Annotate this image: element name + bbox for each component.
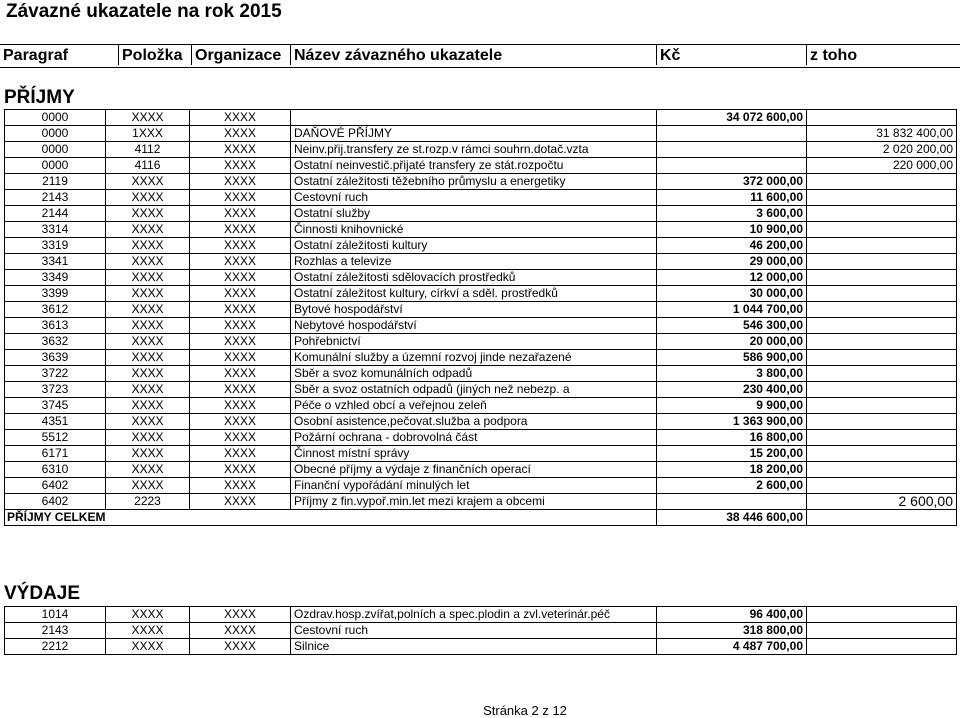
- cell-nazev: Silnice: [291, 639, 657, 655]
- table-row: [5, 174, 957, 190]
- cell-polozka: 4116: [106, 158, 190, 174]
- cell-z-toho: 2 600,00: [807, 494, 957, 510]
- cell-paragraf: 3612: [5, 302, 106, 318]
- cell-polozka: XXXX: [106, 350, 190, 366]
- cell-nazev: Příjmy z fin.vypoř.min.let mezi krajem a obcemi: [291, 494, 657, 510]
- cell-paragraf: 3632: [5, 334, 106, 350]
- cell-organizace: XXXX: [190, 639, 291, 655]
- cell-nazev: Péče o vzhled obcí a veřejnou zeleň: [291, 398, 657, 414]
- cell-kc: 546 300,00: [657, 318, 807, 334]
- prijmy-total-row: [5, 510, 957, 526]
- cell-polozka: XXXX: [106, 398, 190, 414]
- cell-nazev: Ostatní služby: [291, 206, 657, 222]
- cell-kc: 29 000,00: [657, 254, 807, 270]
- table-row: [5, 478, 957, 494]
- cell-polozka: XXXX: [106, 254, 190, 270]
- cell-z-toho: [807, 206, 957, 222]
- cell-nazev: Cestovní ruch: [291, 190, 657, 206]
- cell-organizace: XXXX: [190, 222, 291, 238]
- prijmy-total-label: PŘÍJMY CELKEM: [5, 510, 657, 526]
- cell-paragraf: 3745: [5, 398, 106, 414]
- cell-kc: 2 600,00: [657, 478, 807, 494]
- cell-paragraf: 3723: [5, 382, 106, 398]
- cell-kc: [657, 494, 807, 510]
- cell-nazev: Sběr a svoz ostatních odpadů (jiných než nebezp. a: [291, 382, 657, 398]
- cell-polozka: XXXX: [106, 334, 190, 350]
- column-header-row: [0, 44, 960, 68]
- table-row: [5, 158, 957, 174]
- cell-paragraf: 0000: [5, 142, 106, 158]
- cell-organizace: XXXX: [190, 286, 291, 302]
- cell-kc: 3 800,00: [657, 366, 807, 382]
- cell-z-toho: [807, 286, 957, 302]
- cell-organizace: XXXX: [190, 414, 291, 430]
- cell-nazev: Požární ochrana - dobrovolná část: [291, 430, 657, 446]
- cell-kc: 9 900,00: [657, 398, 807, 414]
- table-row: [5, 334, 957, 350]
- cell-polozka: XXXX: [106, 286, 190, 302]
- cell-paragraf: 6310: [5, 462, 106, 478]
- cell-organizace: XXXX: [190, 318, 291, 334]
- page-number: Stránka 2 z 12: [483, 703, 567, 718]
- cell-z-toho: [807, 318, 957, 334]
- cell-nazev: Sběr a svoz komunálních odpadů: [291, 366, 657, 382]
- cell-z-toho: [807, 382, 957, 398]
- cell-paragraf: 0000: [5, 110, 106, 126]
- cell-nazev: Ostatní neinvestič.přijaté transfery ze stát.rozpočtu: [291, 158, 657, 174]
- cell-organizace: XXXX: [190, 158, 291, 174]
- cell-polozka: XXXX: [106, 206, 190, 222]
- table-row: [5, 398, 957, 414]
- cell-z-toho: [807, 350, 957, 366]
- table-row: [5, 142, 957, 158]
- cell-paragraf: 2143: [5, 623, 106, 639]
- cell-nazev: Ostatní záležitosti sdělovacích prostředků: [291, 270, 657, 286]
- cell-nazev: Neinv.přij.transfery ze st.rozp.v rámci souhrn.dotač.vzta: [291, 142, 657, 158]
- cell-paragraf: 2143: [5, 190, 106, 206]
- table-row: [5, 366, 957, 382]
- cell-z-toho: [807, 623, 957, 639]
- cell-paragraf: 2144: [5, 206, 106, 222]
- cell-nazev: DAŇOVÉ PŘÍJMY: [291, 126, 657, 142]
- cell-polozka: XXXX: [106, 190, 190, 206]
- cell-kc: 30 000,00: [657, 286, 807, 302]
- cell-organizace: XXXX: [190, 254, 291, 270]
- cell-polozka: XXXX: [106, 623, 190, 639]
- cell-nazev: Ozdrav.hosp.zvířat,polních a spec.plodin a zvl.veterinár.péč: [291, 607, 657, 623]
- cell-z-toho: [807, 238, 957, 254]
- cell-organizace: XXXX: [190, 478, 291, 494]
- cell-kc: 318 800,00: [657, 623, 807, 639]
- cell-nazev: Osobní asistence,pečovat.služba a podpora: [291, 414, 657, 430]
- cell-polozka: XXXX: [106, 270, 190, 286]
- cell-organizace: XXXX: [190, 270, 291, 286]
- cell-paragraf: 3341: [5, 254, 106, 270]
- cell-kc: 10 900,00: [657, 222, 807, 238]
- prijmy-total-ztoho: [807, 510, 957, 526]
- cell-paragraf: 0000: [5, 126, 106, 142]
- cell-nazev: [291, 110, 657, 126]
- cell-nazev: Nebytové hospodářství: [291, 318, 657, 334]
- cell-nazev: Činnost místní správy: [291, 446, 657, 462]
- cell-z-toho: [807, 334, 957, 350]
- cell-z-toho: [807, 270, 957, 286]
- cell-organizace: XXXX: [190, 238, 291, 254]
- cell-organizace: XXXX: [190, 462, 291, 478]
- cell-organizace: XXXX: [190, 366, 291, 382]
- cell-z-toho: [807, 478, 957, 494]
- cell-organizace: XXXX: [190, 110, 291, 126]
- cell-nazev: Ostatní záležitosti kultury: [291, 238, 657, 254]
- table-row: [5, 446, 957, 462]
- cell-kc: 1 044 700,00: [657, 302, 807, 318]
- cell-polozka: XXXX: [106, 607, 190, 623]
- table-row: [5, 126, 957, 142]
- cell-z-toho: [807, 110, 957, 126]
- table-row: [5, 254, 957, 270]
- header-organizace: Organizace: [191, 45, 290, 65]
- page-title: Závazné ukazatele na rok 2015: [6, 1, 282, 22]
- cell-polozka: 4112: [106, 142, 190, 158]
- prijmy-total-value: 38 446 600,00: [657, 510, 807, 526]
- cell-z-toho: 31 832 400,00: [807, 126, 957, 142]
- cell-organizace: XXXX: [190, 334, 291, 350]
- table-row: [5, 382, 957, 398]
- table-row: [5, 462, 957, 478]
- table-row: [5, 302, 957, 318]
- cell-polozka: 1XXX: [106, 126, 190, 142]
- cell-paragraf: 3399: [5, 286, 106, 302]
- cell-paragraf: 0000: [5, 158, 106, 174]
- cell-paragraf: 6402: [5, 494, 106, 510]
- cell-kc: 4 487 700,00: [657, 639, 807, 655]
- cell-nazev: Finanční vypořádání minulých let: [291, 478, 657, 494]
- table-row: [5, 430, 957, 446]
- cell-nazev: Ostatní záležitosti těžebního průmyslu a energetiky: [291, 174, 657, 190]
- table-row: [5, 222, 957, 238]
- cell-paragraf: 6402: [5, 478, 106, 494]
- cell-nazev: Bytové hospodářství: [291, 302, 657, 318]
- cell-paragraf: 3314: [5, 222, 106, 238]
- cell-paragraf: 3349: [5, 270, 106, 286]
- cell-z-toho: [807, 254, 957, 270]
- cell-organizace: XXXX: [190, 350, 291, 366]
- header-polozka: Položka: [118, 45, 191, 65]
- cell-z-toho: 2 020 200,00: [807, 142, 957, 158]
- cell-kc: 34 072 600,00: [657, 110, 807, 126]
- cell-kc: 586 900,00: [657, 350, 807, 366]
- cell-polozka: XXXX: [106, 110, 190, 126]
- cell-paragraf: 5512: [5, 430, 106, 446]
- header-z-toho: z toho: [806, 45, 960, 65]
- table-row: [5, 110, 957, 126]
- cell-polozka: XXXX: [106, 222, 190, 238]
- cell-organizace: XXXX: [190, 446, 291, 462]
- cell-z-toho: [807, 446, 957, 462]
- cell-kc: 20 000,00: [657, 334, 807, 350]
- cell-kc: 12 000,00: [657, 270, 807, 286]
- table-row: [5, 238, 957, 254]
- cell-polozka: XXXX: [106, 318, 190, 334]
- cell-polozka: XXXX: [106, 302, 190, 318]
- cell-nazev: Pohřebnictví: [291, 334, 657, 350]
- section-title-vydaje: VÝDAJE: [4, 583, 81, 604]
- cell-z-toho: [807, 607, 957, 623]
- cell-z-toho: [807, 414, 957, 430]
- cell-paragraf: 3319: [5, 238, 106, 254]
- cell-kc: 18 200,00: [657, 462, 807, 478]
- cell-polozka: XXXX: [106, 238, 190, 254]
- cell-polozka: XXXX: [106, 478, 190, 494]
- cell-z-toho: [807, 302, 957, 318]
- cell-organizace: XXXX: [190, 623, 291, 639]
- cell-z-toho: [807, 190, 957, 206]
- cell-polozka: XXXX: [106, 366, 190, 382]
- cell-z-toho: 220 000,00: [807, 158, 957, 174]
- cell-kc: [657, 142, 807, 158]
- table-row: [5, 494, 957, 510]
- cell-nazev: Cestovní ruch: [291, 623, 657, 639]
- cell-nazev: Obecné příjmy a výdaje z finančních operací: [291, 462, 657, 478]
- cell-kc: 11 600,00: [657, 190, 807, 206]
- cell-kc: 1 363 900,00: [657, 414, 807, 430]
- prijmy-table: [4, 109, 957, 526]
- cell-kc: [657, 158, 807, 174]
- section-title-prijmy: PŘÍJMY: [4, 87, 75, 108]
- cell-organizace: XXXX: [190, 126, 291, 142]
- cell-z-toho: [807, 366, 957, 382]
- table-row: [5, 623, 957, 639]
- cell-organizace: XXXX: [190, 206, 291, 222]
- cell-kc: 3 600,00: [657, 206, 807, 222]
- cell-kc: 372 000,00: [657, 174, 807, 190]
- cell-organizace: XXXX: [190, 607, 291, 623]
- cell-polozka: XXXX: [106, 414, 190, 430]
- cell-polozka: XXXX: [106, 382, 190, 398]
- cell-z-toho: [807, 639, 957, 655]
- header-kc: Kč: [656, 45, 806, 65]
- cell-polozka: XXXX: [106, 174, 190, 190]
- cell-kc: 15 200,00: [657, 446, 807, 462]
- cell-paragraf: 3613: [5, 318, 106, 334]
- table-row: [5, 206, 957, 222]
- cell-kc: 230 400,00: [657, 382, 807, 398]
- table-row: [5, 318, 957, 334]
- cell-nazev: Činnosti knihovnické: [291, 222, 657, 238]
- cell-polozka: XXXX: [106, 462, 190, 478]
- cell-organizace: XXXX: [190, 494, 291, 510]
- cell-organizace: XXXX: [190, 398, 291, 414]
- cell-paragraf: 2119: [5, 174, 106, 190]
- cell-polozka: XXXX: [106, 430, 190, 446]
- cell-organizace: XXXX: [190, 142, 291, 158]
- table-row: [5, 286, 957, 302]
- cell-paragraf: 1014: [5, 607, 106, 623]
- table-row: [5, 270, 957, 286]
- cell-organizace: XXXX: [190, 174, 291, 190]
- cell-paragraf: 3639: [5, 350, 106, 366]
- cell-kc: [657, 126, 807, 142]
- table-row: [5, 639, 957, 655]
- cell-kc: 46 200,00: [657, 238, 807, 254]
- cell-nazev: Rozhlas a televize: [291, 254, 657, 270]
- vydaje-table: [4, 606, 957, 655]
- cell-kc: 96 400,00: [657, 607, 807, 623]
- table-row: [5, 414, 957, 430]
- cell-z-toho: [807, 430, 957, 446]
- table-row: [5, 190, 957, 206]
- cell-z-toho: [807, 222, 957, 238]
- table-row: [5, 350, 957, 366]
- cell-organizace: XXXX: [190, 382, 291, 398]
- header-nazev: Název závazného ukazatele: [290, 45, 656, 65]
- cell-organizace: XXXX: [190, 302, 291, 318]
- cell-nazev: Komunální služby a územní rozvoj jinde nezařazené: [291, 350, 657, 366]
- cell-kc: 16 800,00: [657, 430, 807, 446]
- table-row: [5, 607, 957, 623]
- cell-organizace: XXXX: [190, 430, 291, 446]
- cell-organizace: XXXX: [190, 190, 291, 206]
- cell-paragraf: 2212: [5, 639, 106, 655]
- cell-paragraf: 6171: [5, 446, 106, 462]
- cell-z-toho: [807, 398, 957, 414]
- cell-z-toho: [807, 174, 957, 190]
- header-paragraf: Paragraf: [3, 47, 68, 64]
- cell-polozka: 2223: [106, 494, 190, 510]
- cell-paragraf: 3722: [5, 366, 106, 382]
- cell-paragraf: 4351: [5, 414, 106, 430]
- cell-z-toho: [807, 462, 957, 478]
- cell-polozka: XXXX: [106, 639, 190, 655]
- cell-polozka: XXXX: [106, 446, 190, 462]
- cell-nazev: Ostatní záležitost kultury, církví a sděl. prostředků: [291, 286, 657, 302]
